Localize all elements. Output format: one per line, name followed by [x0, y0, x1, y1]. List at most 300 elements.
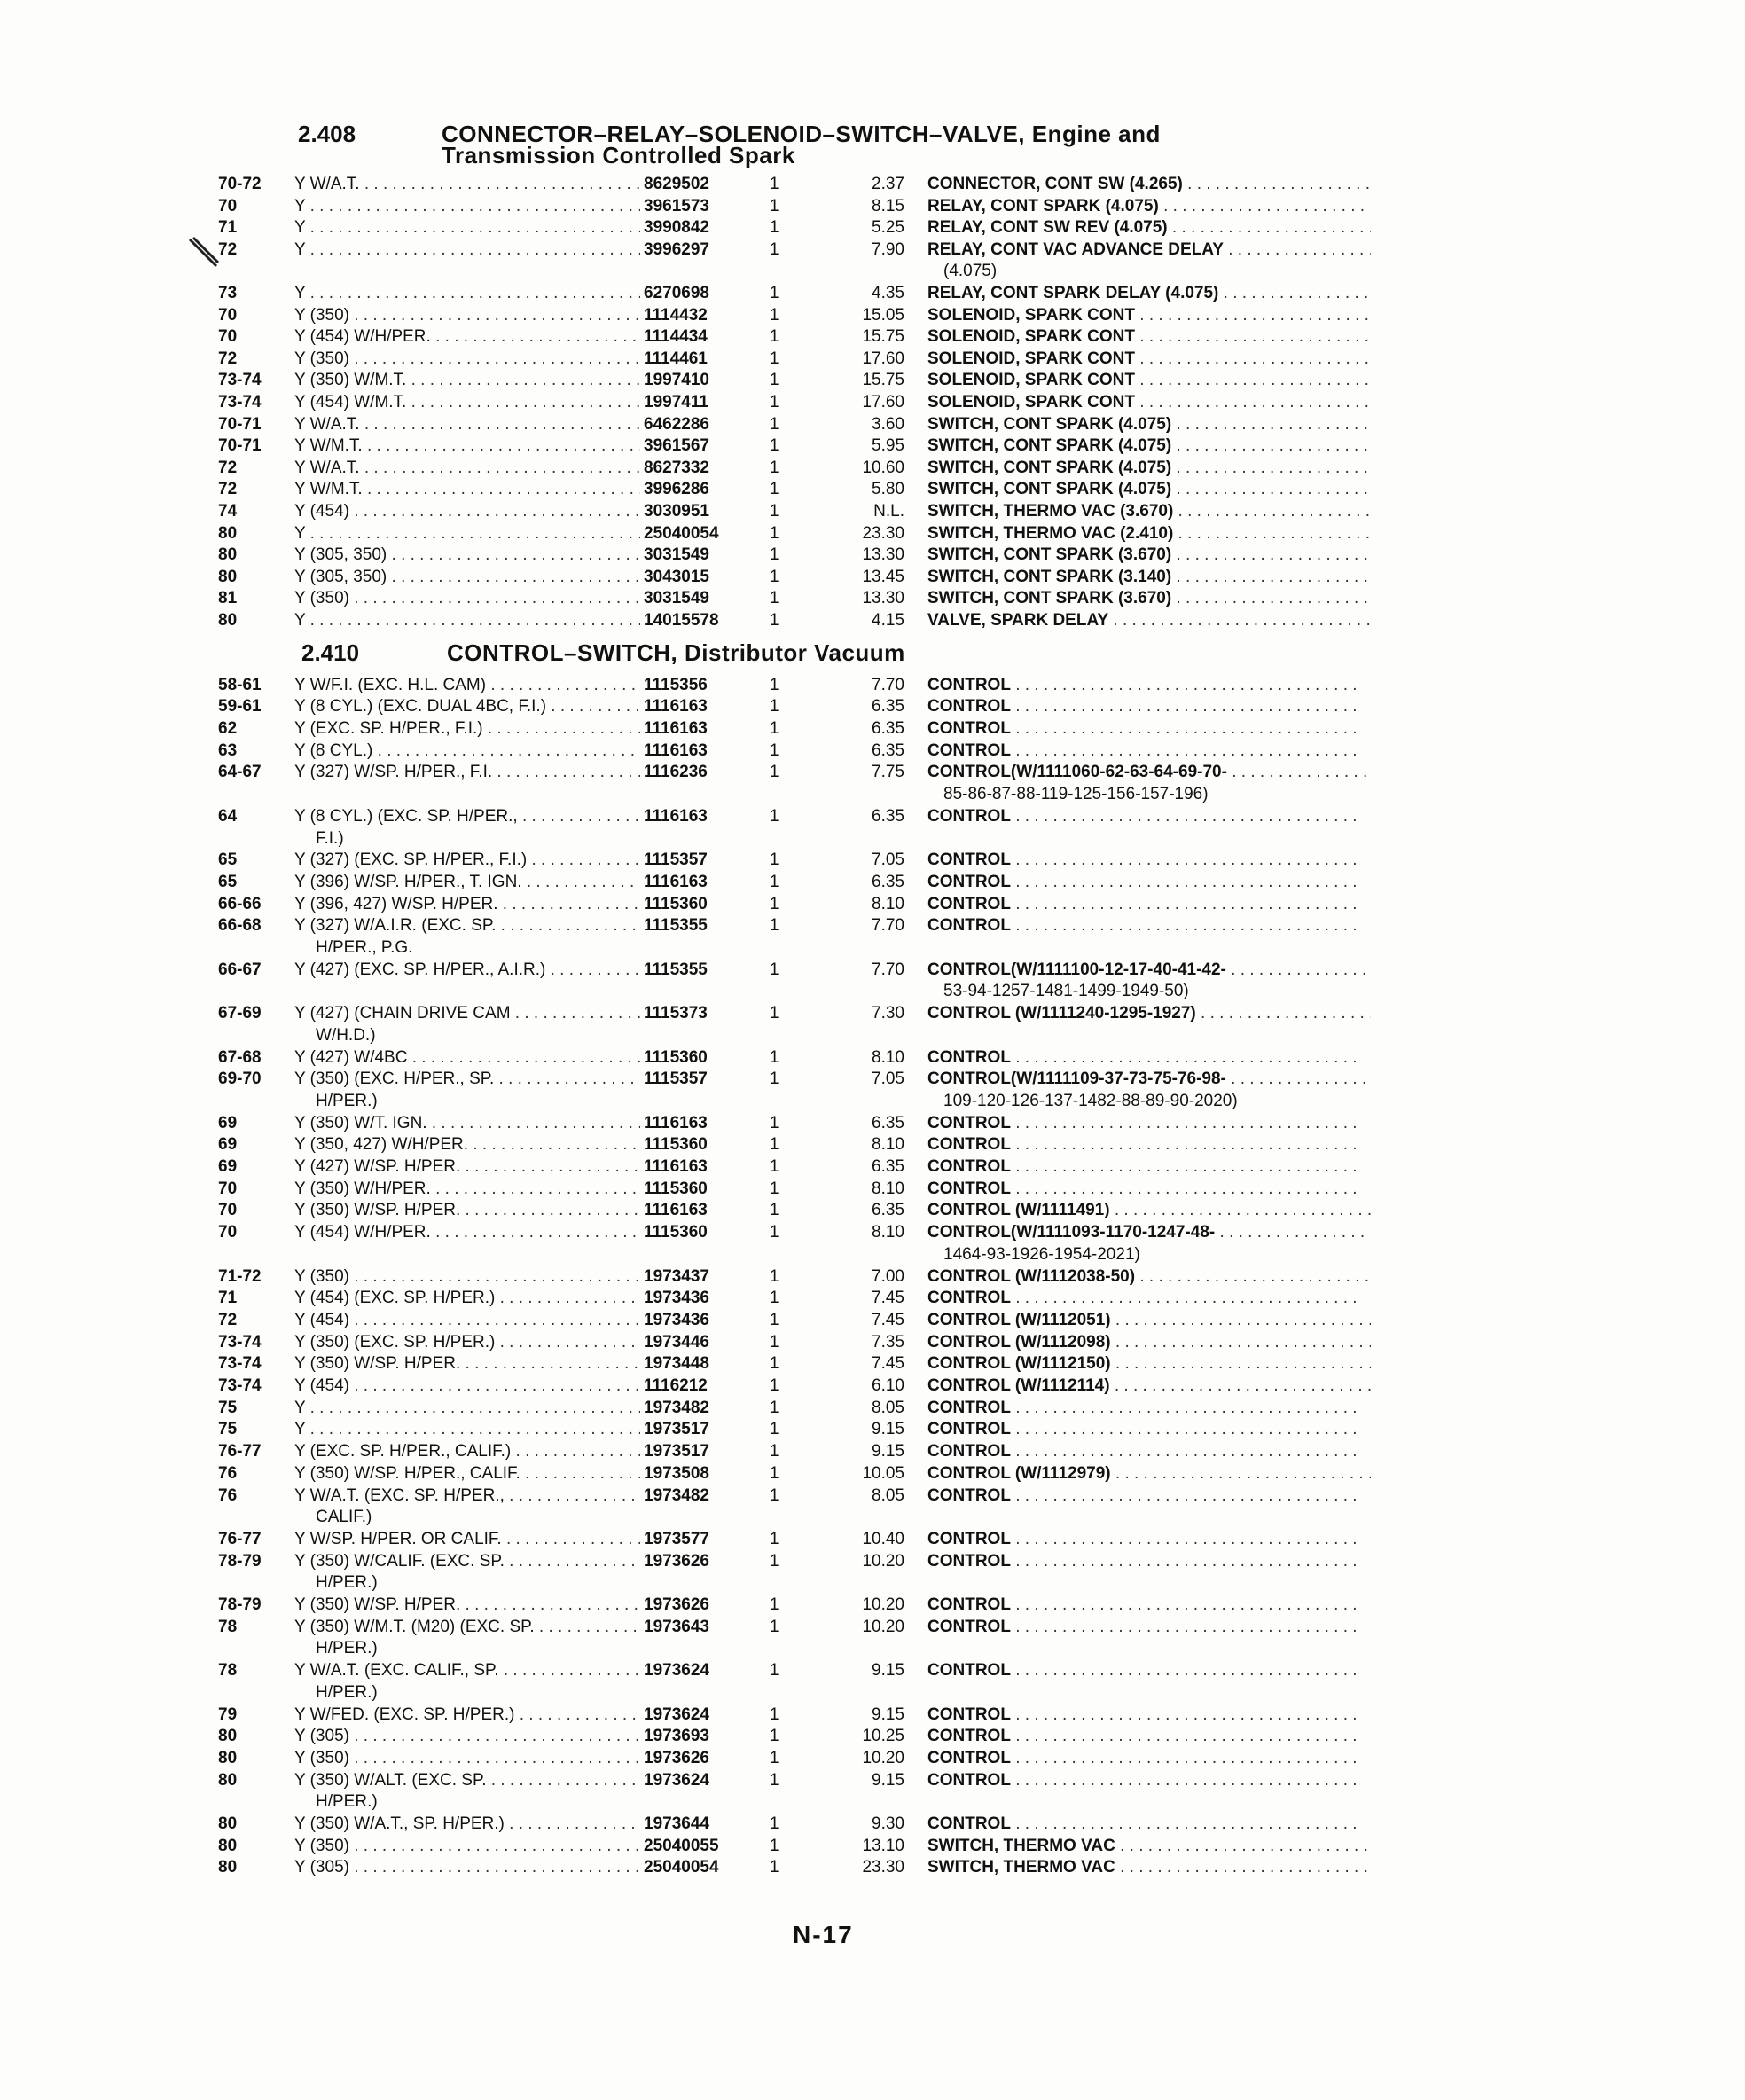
model-year: 80 [218, 611, 238, 630]
quantity: 1 [770, 305, 779, 325]
model-year: 78 [218, 1661, 238, 1681]
quantity: 1 [770, 1704, 779, 1724]
application: Y (8 CYL.) (EXC. SP. H/PER., . . . [294, 806, 640, 827]
part-name: CONTROL . . . [927, 806, 1371, 827]
table-row [0, 1748, 1745, 1769]
price: 6.35 [872, 872, 904, 891]
quantity: 1 [770, 1004, 779, 1023]
price: 5.95 [872, 436, 904, 456]
table-row [0, 762, 1745, 783]
price: 9.15 [872, 1770, 904, 1790]
part-number: 1973517 [644, 1420, 709, 1439]
part-name: CONTROL(W/1111109-37-73-75-76-98- . . . [927, 1069, 1371, 1090]
price: 7.05 [872, 850, 904, 870]
price: 8.10 [872, 1135, 904, 1155]
price: 10.40 [862, 1529, 904, 1548]
application: Y (350) . . . [294, 1748, 640, 1769]
quantity: 1 [770, 697, 779, 717]
model-year: 64 [218, 806, 238, 826]
quantity: 1 [770, 1661, 779, 1681]
quantity: 1 [770, 567, 779, 586]
price: 8.10 [872, 1223, 904, 1242]
model-year: 72 [218, 458, 238, 477]
price: 10.20 [862, 1617, 904, 1636]
part-name: CONTROL . . . [927, 915, 1371, 936]
application: Y (427) (EXC. SP. H/PER., A.I.R.) . . . [294, 960, 640, 981]
price: 13.30 [862, 545, 904, 565]
part-name: CONTROL (W/1111240-1295-1927) . . . [927, 1003, 1371, 1024]
model-year: 73-74 [218, 1332, 262, 1352]
quantity: 1 [770, 371, 779, 390]
table-row-continuation [0, 1682, 1745, 1704]
part-number: 1116163 [644, 740, 708, 760]
model-year: 70 [218, 327, 238, 347]
quantity: 1 [770, 545, 779, 565]
section-title: CONTROL–SWITCH, Distributor Vacuum [447, 639, 905, 666]
model-year: 80 [218, 1727, 238, 1746]
part-name: RELAY, CONT SPARK (4.075) . . . [927, 196, 1371, 217]
model-year: 75 [218, 1398, 238, 1417]
quantity: 1 [770, 1310, 779, 1329]
price: 8.05 [872, 1398, 904, 1417]
application: Y (350) W/SP. H/PER. . . . [294, 1353, 640, 1375]
model-year: 73-74 [218, 393, 262, 411]
table-row [0, 1704, 1745, 1726]
part-number: 1115360 [644, 1179, 708, 1198]
quantity: 1 [770, 1617, 779, 1636]
price: 3.60 [872, 414, 904, 434]
application-continued: H/PER.) [316, 1091, 378, 1110]
quantity: 1 [770, 1201, 779, 1220]
part-name: SWITCH, THERMO VAC . . . [927, 1857, 1371, 1878]
model-year: 70-71 [218, 414, 262, 434]
application: Y W/A.T. . . . [294, 174, 640, 195]
table-row [0, 1463, 1745, 1485]
price: 8.10 [872, 1179, 904, 1198]
part-number: 1973436 [644, 1310, 709, 1329]
table-row-continuation [0, 1091, 1745, 1112]
part-number: 1973437 [644, 1266, 709, 1286]
quantity: 1 [770, 1748, 779, 1767]
model-year: 79 [218, 1704, 238, 1724]
part-number: 3043015 [644, 567, 709, 586]
table-row [0, 1375, 1745, 1397]
table-row [0, 1353, 1745, 1375]
part-name: CONTROL (W/1112051) . . . [927, 1310, 1371, 1331]
quantity: 1 [770, 1836, 779, 1855]
table-row [0, 1156, 1745, 1178]
section-title: CONNECTOR–RELAY–SOLENOID–SWITCH–VALVE, Engine and [442, 121, 1161, 147]
quantity: 1 [770, 1551, 779, 1571]
table-row-continuation [0, 828, 1745, 850]
model-year: 69-70 [218, 1070, 262, 1089]
part-name: CONNECTOR, CONT SW (4.265) . . . [927, 174, 1371, 195]
application: Y (350) W/SP. H/PER. . . . [294, 1595, 640, 1616]
model-year: 75 [218, 1420, 238, 1439]
application: Y W/A.T. (EXC. CALIF., SP. . . . [294, 1660, 640, 1681]
part-name: CONTROL . . . [927, 1529, 1371, 1550]
part-number: 1973448 [644, 1354, 709, 1374]
price: 6.35 [872, 697, 904, 717]
quantity: 1 [770, 327, 779, 347]
part-number: 1973508 [644, 1463, 709, 1483]
price: 6.10 [872, 1376, 904, 1395]
application-continued: H/PER.) [316, 1639, 378, 1658]
application: Y (350) W/SP. H/PER., CALIF. . . . [294, 1463, 640, 1485]
part-number: 6270698 [644, 284, 709, 302]
quantity: 1 [770, 1442, 779, 1461]
part-number: 1973624 [644, 1770, 709, 1790]
part-name: CONTROL . . . [927, 1726, 1371, 1747]
part-name-continued: 53-94-1257-1481-1499-1949-50) [943, 982, 1189, 1001]
application: Y (350) W/H/PER. . . . [294, 1179, 640, 1200]
part-number: 25040054 [644, 1858, 719, 1877]
application: Y (EXC. SP. H/PER., F.I.) . . . [294, 718, 640, 740]
model-year: 80 [218, 545, 238, 565]
price: 13.30 [862, 589, 904, 608]
model-year: 73-74 [218, 1354, 262, 1374]
application: Y (350) . . . [294, 349, 640, 370]
part-name: SOLENOID, SPARK CONT . . . [927, 326, 1371, 348]
price: 6.35 [872, 1157, 904, 1176]
part-name: CONTROL (W/1111491) . . . [927, 1200, 1371, 1221]
application: Y (454) W/H/PER. . . . [294, 326, 640, 348]
price: 7.45 [872, 1354, 904, 1374]
price: 7.45 [872, 1310, 904, 1329]
table-row-continuation [0, 1244, 1745, 1265]
model-year: 80 [218, 1814, 238, 1833]
application: Y (327) W/A.I.R. (EXC. SP. . . . [294, 915, 640, 936]
quantity: 1 [770, 872, 779, 891]
part-name: CONTROL(W/1111100-12-17-40-41-42- . . . [927, 960, 1371, 981]
part-name: CONTROL (W/1112979) . . . [927, 1463, 1371, 1485]
quantity: 1 [770, 175, 779, 193]
model-year: 76 [218, 1463, 238, 1483]
table-row [0, 349, 1745, 370]
part-number: 1116163 [644, 806, 708, 826]
table-row [0, 217, 1745, 239]
part-name: CONTROL . . . [927, 1485, 1371, 1507]
part-number: 1115360 [644, 894, 708, 913]
quantity: 1 [770, 1157, 779, 1176]
model-year: 65 [218, 872, 238, 891]
quantity: 1 [770, 1223, 779, 1242]
part-number: 1115360 [644, 1047, 708, 1067]
quantity: 1 [770, 850, 779, 870]
model-year: 76-77 [218, 1442, 262, 1461]
part-name: RELAY, CONT SW REV (4.075) . . . [927, 217, 1371, 239]
model-year: 81 [218, 589, 238, 608]
part-number: 1115355 [644, 916, 708, 936]
part-number: 1115360 [644, 1223, 708, 1242]
model-year: 73 [218, 284, 238, 302]
model-year: 71 [218, 218, 238, 238]
table-row-continuation [0, 784, 1745, 805]
part-name: CONTROL . . . [927, 1441, 1371, 1462]
quantity: 1 [770, 502, 779, 521]
part-name: CONTROL . . . [927, 740, 1371, 762]
price: 8.05 [872, 1485, 904, 1505]
application: Y (427) W/4BC . . . [294, 1047, 640, 1069]
table-row [0, 850, 1745, 871]
application: Y (350) W/M.T. . . . [294, 370, 640, 391]
application: Y (350) . . . [294, 305, 640, 326]
application: Y (350) . . . [294, 588, 640, 609]
table-row [0, 696, 1745, 717]
model-year: 58-61 [218, 675, 262, 694]
quantity: 1 [770, 719, 779, 738]
table-row [0, 392, 1745, 413]
quantity: 1 [770, 1463, 779, 1483]
part-number: 1116163 [644, 1113, 708, 1132]
table-row [0, 610, 1745, 631]
application-continued: W/H.D.) [316, 1025, 376, 1045]
application: Y . . . [294, 217, 640, 239]
quantity: 1 [770, 196, 779, 215]
model-year: 76-77 [218, 1529, 262, 1548]
part-number: 1973693 [644, 1727, 709, 1746]
table-row [0, 1003, 1745, 1024]
price: 23.30 [862, 1858, 904, 1877]
price: 23.30 [862, 523, 904, 543]
table-row [0, 1836, 1745, 1857]
price: 8.15 [872, 196, 904, 215]
application: Y W/M.T. . . . [294, 435, 640, 457]
table-row [0, 1288, 1745, 1309]
application: Y (350) (EXC. SP. H/PER.) . . . [294, 1332, 640, 1353]
price: 7.70 [872, 916, 904, 936]
price: 7.70 [872, 960, 904, 979]
price: 8.10 [872, 894, 904, 913]
table-row [0, 174, 1745, 195]
model-year: 65 [218, 850, 238, 870]
price: 9.15 [872, 1420, 904, 1439]
table-row [0, 1332, 1745, 1353]
part-name: SWITCH, THERMO VAC (2.410) . . . [927, 523, 1371, 545]
part-number: 3961573 [644, 196, 709, 215]
model-year: 80 [218, 523, 238, 543]
application: Y (350) W/CALIF. (EXC. SP. . . . [294, 1551, 640, 1572]
model-year: 66-68 [218, 916, 262, 936]
part-number: 1973624 [644, 1704, 709, 1724]
part-number: 1115360 [644, 1135, 708, 1155]
quantity: 1 [770, 239, 779, 259]
model-year: 67-69 [218, 1004, 262, 1023]
table-row [0, 305, 1745, 326]
price: 9.15 [872, 1704, 904, 1724]
model-year: 70 [218, 1201, 238, 1220]
quantity: 1 [770, 1529, 779, 1548]
part-number: 1973577 [644, 1529, 709, 1548]
part-name: SOLENOID, SPARK CONT . . . [927, 370, 1371, 391]
part-number: 6462286 [644, 414, 709, 434]
part-number: 3996297 [644, 239, 709, 259]
part-number: 1116163 [644, 1201, 708, 1220]
model-year: 69 [218, 1157, 238, 1176]
quantity: 1 [770, 1354, 779, 1374]
table-row [0, 806, 1745, 827]
price: 7.05 [872, 1070, 904, 1089]
table-row-continuation [0, 981, 1745, 1002]
quantity: 1 [770, 1376, 779, 1395]
table-row [0, 1310, 1745, 1331]
price: 10.25 [862, 1727, 904, 1746]
quantity: 1 [770, 393, 779, 411]
application: Y (454) W/M.T. . . . [294, 392, 640, 413]
application: Y W/FED. (EXC. SP. H/PER.) . . . [294, 1704, 640, 1726]
quantity: 1 [770, 1595, 779, 1614]
table-row-continuation [0, 1507, 1745, 1528]
part-name: CONTROL . . . [927, 1660, 1371, 1681]
model-year: 71 [218, 1289, 238, 1308]
application: Y . . . [294, 1398, 640, 1419]
part-name: CONTROL . . . [927, 1551, 1371, 1572]
quantity: 1 [770, 1070, 779, 1089]
part-name: CONTROL . . . [927, 1748, 1371, 1769]
application: Y W/A.T. . . . [294, 414, 640, 435]
application-continued: F.I.) [316, 828, 344, 848]
model-year: 59-61 [218, 697, 262, 717]
quantity: 1 [770, 349, 779, 368]
application: Y . . . [294, 1419, 640, 1440]
table-row [0, 675, 1745, 696]
price: 5.25 [872, 218, 904, 238]
part-number: 3031549 [644, 589, 709, 608]
price: 6.35 [872, 806, 904, 826]
price: 17.60 [862, 393, 904, 411]
part-number: 3961567 [644, 436, 709, 456]
part-name: CONTROL . . . [927, 696, 1371, 717]
part-number: 1973644 [644, 1814, 709, 1833]
part-name: CONTROL . . . [927, 675, 1371, 696]
price: 6.35 [872, 740, 904, 760]
price: 7.90 [872, 239, 904, 259]
application: Y (305) . . . [294, 1726, 640, 1747]
table-row [0, 1441, 1745, 1462]
table-row [0, 523, 1745, 545]
table-row [0, 1660, 1745, 1681]
table-row [0, 588, 1745, 609]
table-row [0, 283, 1745, 304]
part-name: CONTROL . . . [927, 1113, 1371, 1134]
part-name: SWITCH, THERMO VAC (3.670) . . . [927, 501, 1371, 522]
part-number: 1997411 [644, 393, 708, 411]
price: 9.30 [872, 1814, 904, 1833]
table-row [0, 1200, 1745, 1221]
price: 10.20 [862, 1595, 904, 1614]
price: 10.20 [862, 1748, 904, 1767]
price: 9.15 [872, 1661, 904, 1681]
application: Y (305) . . . [294, 1857, 640, 1878]
part-number: 1116163 [644, 697, 708, 717]
application: Y W/F.I. (EXC. H.L. CAM) . . . [294, 675, 640, 696]
part-name: SWITCH, CONT SPARK (3.140) . . . [927, 567, 1371, 588]
part-name: CONTROL . . . [927, 894, 1371, 915]
application-continued: H/PER.) [316, 1682, 378, 1702]
part-name: CONTROL (W/1112038-50) . . . [927, 1266, 1371, 1288]
part-name: SWITCH, CONT SPARK (4.075) . . . [927, 479, 1371, 500]
model-year: 66-66 [218, 894, 262, 913]
application: Y (350) W/M.T. (M20) (EXC. SP. . . . [294, 1617, 640, 1638]
application: Y (350) . . . [294, 1266, 640, 1288]
table-row [0, 1726, 1745, 1747]
part-name: CONTROL . . . [927, 1419, 1371, 1440]
part-number: 1115357 [644, 1070, 708, 1089]
table-row [0, 740, 1745, 762]
part-number: 3990842 [644, 218, 709, 238]
part-number: 1115373 [644, 1004, 708, 1023]
part-name: CONTROL . . . [927, 1814, 1371, 1835]
part-number: 1114432 [644, 305, 708, 325]
model-year: 72 [218, 480, 238, 499]
model-year: 80 [218, 1858, 238, 1877]
part-number: 1116212 [644, 1376, 708, 1395]
part-number: 1997410 [644, 371, 709, 390]
application-continued: H/PER., P.G. [316, 938, 413, 957]
quantity: 1 [770, 1770, 779, 1790]
quantity: 1 [770, 458, 779, 477]
price: 5.80 [872, 480, 904, 499]
part-name: CONTROL . . . [927, 1179, 1371, 1200]
model-year: 70 [218, 1223, 238, 1242]
part-name: RELAY, CONT SPARK DELAY (4.075) . . . [927, 283, 1371, 304]
model-year: 67-68 [218, 1047, 262, 1067]
part-number: 1973517 [644, 1442, 709, 1461]
price: 15.75 [862, 371, 904, 390]
part-name: SWITCH, CONT SPARK (4.075) . . . [927, 435, 1371, 457]
part-name-continued: 109-120-126-137-1482-88-89-90-2020) [943, 1091, 1238, 1110]
price: 13.10 [862, 1836, 904, 1855]
part-number: 1116163 [644, 719, 708, 738]
application-continued: CALIF.) [316, 1508, 372, 1527]
price: 8.10 [872, 1047, 904, 1067]
page-number: N-17 [793, 1921, 854, 1948]
model-year: 70-72 [218, 175, 262, 193]
part-name: SWITCH, CONT SPARK (4.075) . . . [927, 414, 1371, 435]
price: 10.05 [862, 1463, 904, 1483]
part-name: CONTROL (W/1112114) . . . [927, 1375, 1371, 1397]
table-row [0, 1551, 1745, 1572]
part-number: 1116163 [644, 1157, 708, 1176]
table-row [0, 370, 1745, 391]
price: 10.60 [862, 458, 904, 477]
application: Y (8 CYL.) . . . [294, 740, 640, 762]
table-row [0, 196, 1745, 217]
model-year: 66-67 [218, 960, 262, 979]
price: 7.45 [872, 1289, 904, 1308]
application: Y (350) . . . [294, 1836, 640, 1857]
part-number: 1973446 [644, 1332, 709, 1352]
model-year: 78-79 [218, 1595, 262, 1614]
model-year: 64-67 [218, 763, 262, 782]
application: Y (350) (EXC. H/PER., SP. . . . [294, 1069, 640, 1090]
section-number: 2.410 [301, 639, 360, 666]
table-row [0, 414, 1745, 435]
price: 9.15 [872, 1442, 904, 1461]
part-name: CONTROL . . . [927, 1047, 1371, 1069]
part-number: 1114434 [644, 327, 708, 347]
table-row-continuation [0, 1025, 1745, 1046]
part-number: 3030951 [644, 502, 709, 521]
part-name: CONTROL (W/1112098) . . . [927, 1332, 1371, 1353]
application: Y . . . [294, 283, 640, 304]
part-number: 1973626 [644, 1551, 709, 1571]
part-number: 1973626 [644, 1595, 709, 1614]
table-row [0, 915, 1745, 936]
part-name: CONTROL(W/1111060-62-63-64-69-70- . . . [927, 762, 1371, 783]
table-row [0, 1134, 1745, 1156]
model-year: 69 [218, 1135, 238, 1155]
